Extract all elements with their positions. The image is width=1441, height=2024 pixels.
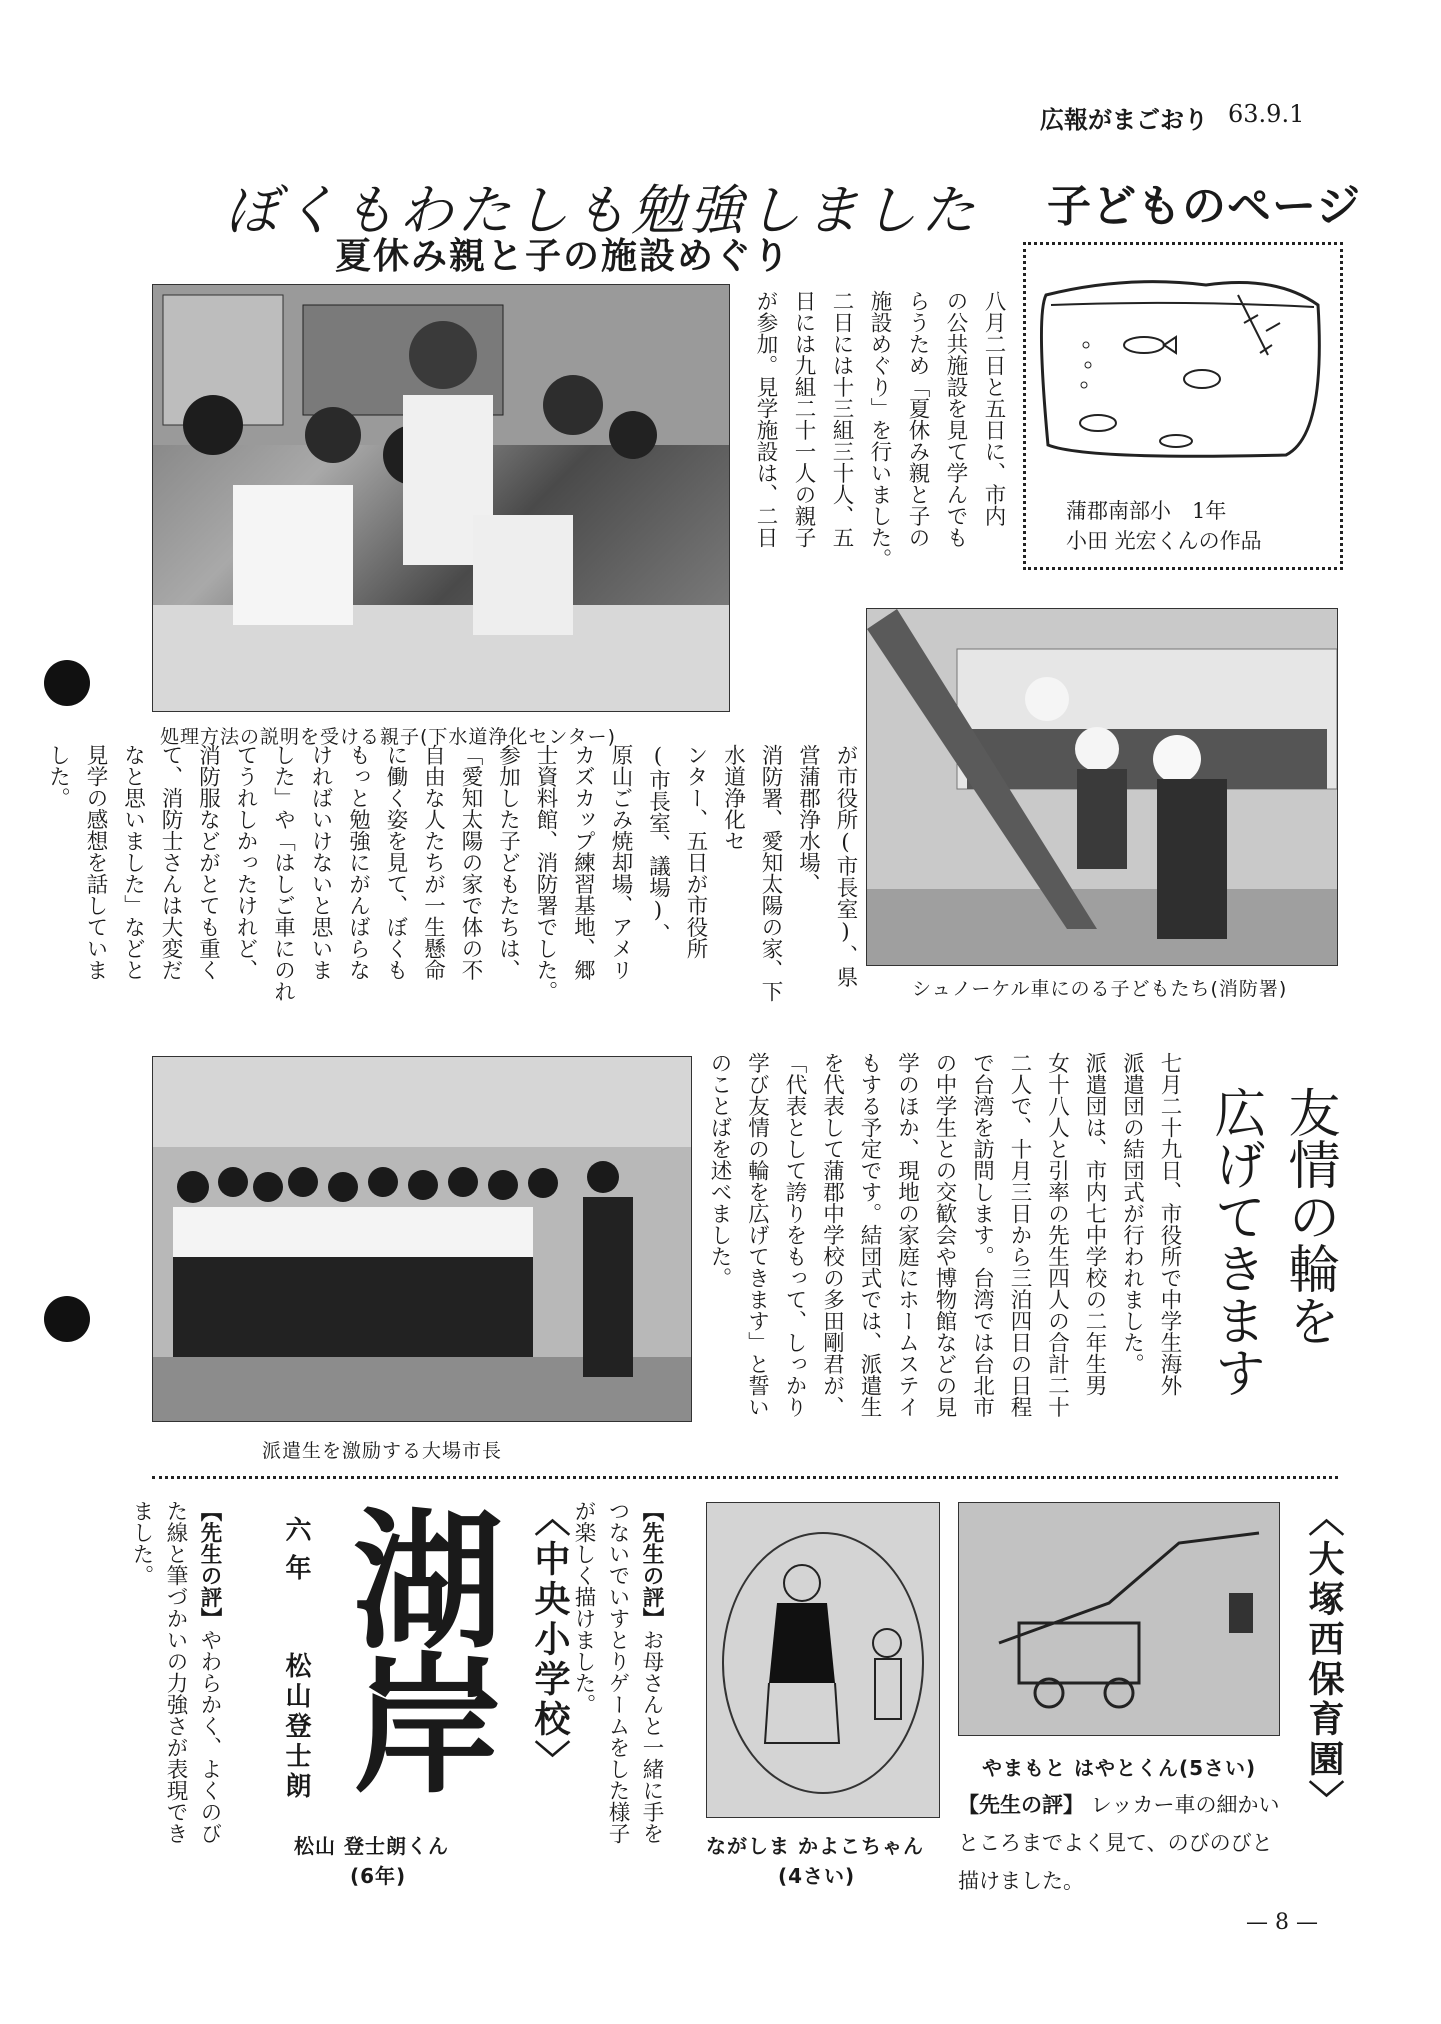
article1-column1: 八月二日と五日に、市内 の公共施設を見て学んでも らうため「夏休み親と子の 施設めぐり」を行いました。 二日には十三組三十人、五 日には九組二十一人の親子 が参加。見学施設は、二日	[753, 290, 1006, 570]
photo-snorkel-truck-caption: シュノーケル車にのる子どもたち(消防署)	[912, 978, 1288, 1000]
fish-drawing-frame	[1023, 242, 1343, 570]
photo-delegation-caption: 派遣生を激励する大場市長	[262, 1440, 503, 1462]
calligraphy-artist: 松山 登士朗くん	[294, 1834, 449, 1858]
calligraphy-sheet	[270, 1502, 510, 1818]
section-divider	[152, 1476, 1338, 1479]
calligraphy-grade-vertical: 六年	[281, 1516, 311, 1592]
otsuka-artist: やまもと はやとくん(5さい)	[982, 1756, 1257, 1780]
article1-subheadline: 夏休み親と子の施設めぐり	[335, 236, 792, 277]
calligraphy-review-label: 【先生の評】	[197, 1500, 222, 1629]
article1-headline: ぼくもわたしも勉強しました	[225, 179, 979, 242]
calligraphy-review-text: やわらかく、よくのび た線と筆づかいの力強さが表現でき ました。	[129, 1500, 222, 1844]
otsuka-review-text: レッカー車の細かいところまでよく見て、のびのびと描けました。	[958, 1793, 1280, 1893]
otsuka-review-label: 【先生の評】	[958, 1793, 1084, 1817]
kids-page-title: 子どものページ	[1047, 181, 1362, 232]
otsuka-school-name: 〈大塚西保育園〉	[1303, 1500, 1344, 1820]
photo-delegation	[152, 1056, 692, 1422]
chuo-review	[571, 1500, 702, 1880]
chuo-age: (4さい)	[778, 1864, 856, 1888]
article2-body: 七月二十九日、市役所で中学生海外 派遣団の結団式が行われました。 派遣団は、市内七中学校の二年生男 女十八人と引率の先生四人の合計二十 二人で、十月三日から三泊四日の日程 で台湾を訪問します。台湾では台北市 の中学生との交歓会や博物館などの見 学のほか、現地の家庭にホームステイ もする予定です。結団式では、派遣生 を代表して蒲郡中学校の多田剛君が、 「代表として誇りをもって、しっかり 学び友情の輪を広げてきます」と誓い のことばを述べました。	[707, 1052, 1182, 1418]
photo-sewage-plant-caption: 処理方法の説明を受ける親子(下水道浄化センター)	[160, 726, 617, 748]
calligraphy-characters: 湖岸	[327, 1502, 503, 1790]
chuo-school-name: 〈中央小学校〉	[529, 1500, 570, 1780]
drawing-musical-chairs	[706, 1502, 940, 1818]
publication-date: 63.9.1	[1228, 100, 1305, 128]
page-number: — 8 —	[1246, 1910, 1318, 1935]
article2-headline: 友情の輪を 広げてきます	[1205, 1086, 1339, 1398]
photo-snorkel-truck	[866, 608, 1338, 966]
calligraphy-name-vertical: 松山登士朗	[281, 1652, 311, 1802]
binder-hole-top	[44, 660, 90, 706]
chuo-review-text: お母さんと一緒に手を つないでいすとりゲームをした様子 が楽しく描けました。	[571, 1500, 664, 1844]
calligraphy-review	[129, 1500, 260, 1880]
photo-sewage-plant	[152, 284, 730, 712]
binder-hole-bottom	[44, 1296, 90, 1342]
otsuka-review	[958, 1786, 1288, 1900]
fish-drawing-artist: 小田 光宏くんの作品	[1066, 529, 1262, 553]
drawing-tow-truck	[958, 1502, 1280, 1736]
chuo-review-label: 【先生の評】	[639, 1500, 664, 1629]
chuo-artist: ながしま かよこちゃん	[706, 1834, 924, 1858]
publication-name: 広報がまごおり	[1040, 106, 1208, 134]
calligraphy-grade: (6年)	[350, 1864, 407, 1888]
fish-drawing-school: 蒲郡南部小 1年	[1066, 499, 1227, 523]
article1-column2: が市役所(市長室)、県営蒲郡浄水場、 消防署、愛知太陽の家、下水道浄化セ ンター、五日が市役所(市長室、議場)、 原山ごみ焼却場、アメリ カズカップ練習基地、郷 士資料館、消防署でした。 参加した子どもたちは、 「愛知太陽の家で体の不 自由な人たちが一生懸命 に働く姿を見て、ぼくも もっと勉強にがんばらな ければいけないと思いま した」や「はしご車にのれ てうれしかったけれど、 消防服などがとても重く て、消防士さんは大変だ なと思いました」などと 見学の感想を話していま した。	[45, 744, 858, 1002]
